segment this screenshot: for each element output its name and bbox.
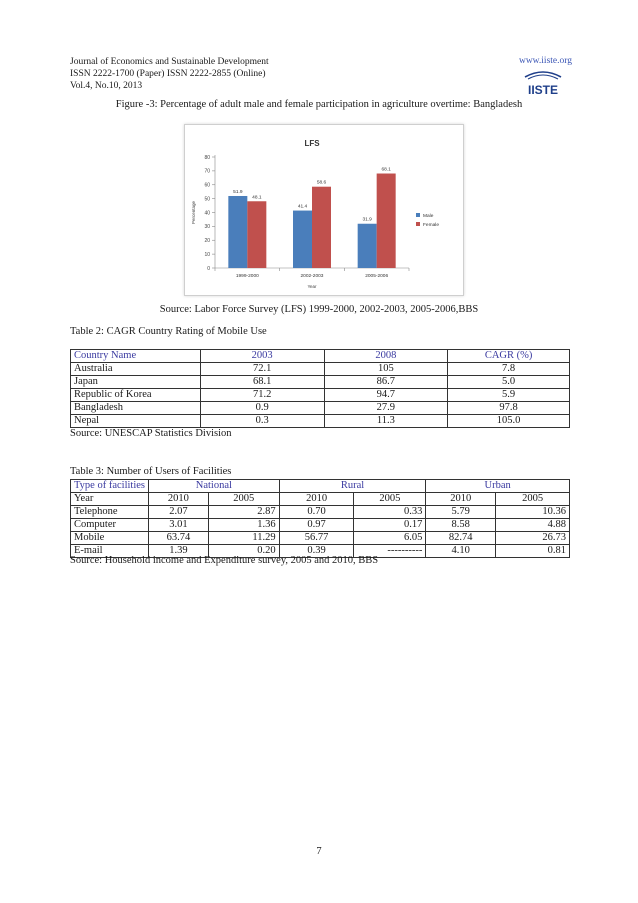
table3-value-cell: 10.36 — [496, 506, 570, 519]
table3-year-cell: 2005 — [208, 493, 279, 506]
figure-source: Source: Labor Force Survey (LFS) 1999-2000, 2002-2003, 2005-2006,BBS — [159, 304, 479, 315]
table3-header-urban: Urban — [426, 480, 570, 493]
table3-facility-cell: Telephone — [71, 506, 149, 519]
table-row — [71, 415, 570, 428]
bar-male-1999-2000 — [228, 196, 247, 268]
table2-country-cell: Australia — [71, 363, 201, 376]
table3-value-cell: 2.87 — [208, 506, 279, 519]
table2-value-cell: 97.8 — [448, 402, 570, 415]
table2-country-cell: Japan — [71, 376, 201, 389]
table2-value-cell: 0.9 — [200, 402, 324, 415]
y-tick-label: 70 — [204, 168, 210, 175]
x-tick-label: 2005-2006 — [365, 274, 389, 279]
table2-value-cell: 5.9 — [448, 389, 570, 402]
bar-male-2002-2003 — [293, 211, 312, 268]
table2-value-cell: 105.0 — [448, 415, 570, 428]
table2-header-2003: 2003 — [200, 350, 324, 363]
table2-cagr-mobile-use — [70, 349, 570, 428]
table3-value-cell: 82.74 — [426, 532, 496, 545]
table3-year-cell: 2005 — [496, 493, 570, 506]
table2-value-cell: 11.3 — [324, 415, 448, 428]
issn-line: ISSN 2222-1700 (Paper) ISSN 2222-2855 (Online) — [70, 69, 266, 79]
bar-female-1999-2000 — [247, 201, 266, 268]
bar-male-2005-2006 — [358, 224, 377, 268]
page-number: 7 — [316, 846, 322, 857]
lfs-bar-chart — [184, 124, 464, 296]
legend-label-female: Female — [423, 223, 439, 228]
table3-source: Source: Household income and Expenditure survey, 2005 and 2010, BBS — [70, 555, 379, 566]
table3-facility-cell: Mobile — [71, 532, 149, 545]
data-label: 31.9 — [362, 217, 372, 223]
table3-group-header-row — [71, 480, 570, 493]
table-row — [71, 506, 570, 519]
data-label: 51.9 — [233, 189, 243, 195]
table3-header-national: National — [149, 480, 280, 493]
y-tick-label: 50 — [204, 196, 210, 203]
table3-value-cell: 0.20 — [208, 545, 279, 558]
x-tick-label: 2002-2003 — [300, 274, 324, 279]
table2-value-cell: 68.1 — [200, 376, 324, 389]
y-tick-label: 20 — [204, 238, 210, 245]
table3-value-cell: 8.58 — [426, 519, 496, 532]
table3-value-cell: 11.29 — [208, 532, 279, 545]
y-axis-label: Percentage — [191, 200, 196, 225]
table2-header-cagr: CAGR (%) — [448, 350, 570, 363]
table2-caption: Table 2: CAGR Country Rating of Mobile Use — [70, 326, 267, 337]
table2-value-cell: 5.0 — [448, 376, 570, 389]
table3-year-cell: 2005 — [354, 493, 426, 506]
journal-name: Journal of Economics and Sustainable Development — [70, 57, 269, 67]
chart-svg — [185, 125, 463, 295]
table3-users-of-facilities — [70, 479, 570, 558]
table-row — [71, 532, 570, 545]
table-row — [71, 376, 570, 389]
table3-caption: Table 3: Number of Users of Facilities — [70, 466, 232, 477]
y-tick-label: 60 — [204, 182, 210, 189]
table-row — [71, 402, 570, 415]
table2-header-country: Country Name — [71, 350, 201, 363]
volume-line: Vol.4, No.10, 2013 — [70, 81, 143, 91]
table3-value-cell: 56.77 — [279, 532, 354, 545]
bar-female-2002-2003 — [312, 187, 331, 268]
legend-swatch-female — [416, 222, 420, 226]
table3-value-cell: 0.39 — [279, 545, 354, 558]
y-tick-label: 80 — [204, 154, 210, 161]
chart-title: LFS — [304, 139, 320, 148]
table3-value-cell: 5.79 — [426, 506, 496, 519]
y-tick-label: 40 — [204, 210, 210, 217]
y-tick-label: 10 — [204, 251, 210, 258]
table3-year-cell: 2010 — [149, 493, 209, 506]
logo-text: IISTE — [527, 83, 559, 97]
table2-country-cell: Bangladesh — [71, 402, 201, 415]
table2-value-cell: 94.7 — [324, 389, 448, 402]
table3-year-label: Year — [71, 493, 149, 506]
table3-value-cell: 1.39 — [149, 545, 209, 558]
table-row — [71, 389, 570, 402]
table3-value-cell: 0.97 — [279, 519, 354, 532]
table2-value-cell: 7.8 — [448, 363, 570, 376]
legend-swatch-male — [416, 213, 420, 217]
table3-value-cell: 0.33 — [354, 506, 426, 519]
x-tick-label: 1999-2000 — [235, 274, 259, 279]
table2-header-2008: 2008 — [324, 350, 448, 363]
table2-value-cell: 0.3 — [200, 415, 324, 428]
table3-value-cell: 2.07 — [149, 506, 209, 519]
table3-value-cell: ---------- — [354, 545, 426, 558]
table2-country-cell: Republic of Korea — [71, 389, 201, 402]
data-label: 41.4 — [297, 204, 308, 210]
table3-value-cell: 0.70 — [279, 506, 354, 519]
figure-caption: Figure -3: Percentage of adult male and female participation in agriculture overtime: Bangladesh — [115, 99, 523, 110]
table3-year-row — [71, 493, 570, 506]
legend-label-male: Male — [423, 214, 434, 219]
table3-value-cell: 4.88 — [496, 519, 570, 532]
table3-value-cell: 0.17 — [354, 519, 426, 532]
table3-value-cell: 4.10 — [426, 545, 496, 558]
table3-year-cell: 2010 — [279, 493, 354, 506]
table3-facility-cell: E-mail — [71, 545, 149, 558]
table3-header-rural: Rural — [279, 480, 426, 493]
table2-country-cell: Nepal — [71, 415, 201, 428]
x-axis-label: Year — [307, 284, 317, 289]
table2-value-cell: 86.7 — [324, 376, 448, 389]
table3-header-type: Type of facilities — [71, 480, 149, 493]
table3-value-cell: 6.05 — [354, 532, 426, 545]
table2-value-cell: 27.9 — [324, 402, 448, 415]
table3-value-cell: 3.01 — [149, 519, 209, 532]
table2-value-cell: 71.2 — [200, 389, 324, 402]
table3-value-cell: 26.73 — [496, 532, 570, 545]
bar-female-2005-2006 — [377, 174, 396, 268]
y-tick-label: 0 — [207, 265, 210, 272]
table-row — [71, 519, 570, 532]
data-label: 48.1 — [252, 195, 262, 201]
table3-value-cell: 63.74 — [149, 532, 209, 545]
table2-value-cell: 105 — [324, 363, 448, 376]
table2-header-row — [71, 350, 570, 363]
table3-year-cell: 2010 — [426, 493, 496, 506]
table-row — [71, 363, 570, 376]
table3-value-cell: 1.36 — [208, 519, 279, 532]
data-label: 68.1 — [381, 167, 391, 173]
table3-value-cell: 0.81 — [496, 545, 570, 558]
table2-source: Source: UNESCAP Statistics Division — [70, 428, 232, 439]
table3-facility-cell: Computer — [71, 519, 149, 532]
y-tick-label: 30 — [204, 224, 210, 231]
journal-url-link[interactable]: www.iiste.org — [518, 56, 572, 66]
iiste-logo — [522, 68, 564, 98]
data-label: 58.6 — [316, 180, 327, 186]
table2-value-cell: 72.1 — [200, 363, 324, 376]
